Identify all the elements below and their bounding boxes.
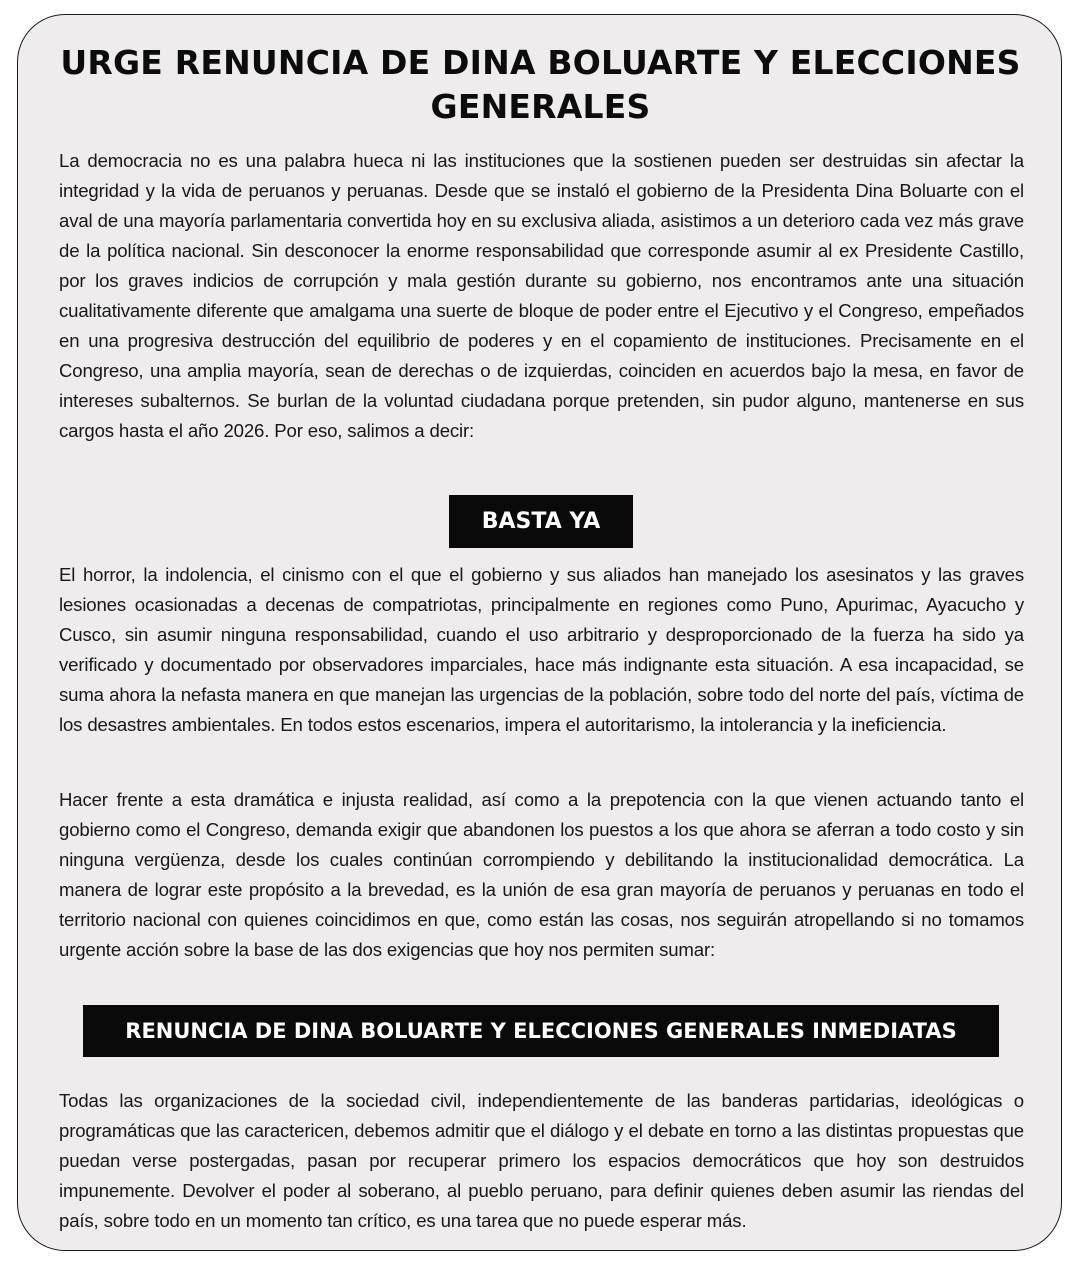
basta-ya-banner: BASTA YA bbox=[449, 495, 633, 548]
paragraph-horror: El horror, la indolencia, el cinismo con el que el gobierno y sus aliados han manejado los asesinatos y las graves lesiones ocasionadas a decenas de compatriotas, principalmente en regiones como Puno, Apurimac, Ayacucho y Cusco, sin asumir ninguna responsabilidad, cuando el uso arbitrario y desproporcionado de la fuerza ha sido ya verificado y documentado por observadores imparciales, hace más indignante esta situación. A esa incapacidad, se suma ahora la nefasta manera en que manejan las urgencias de la población, sobre todo del norte del país, víctima de los desastres ambientales. En todos estos escenarios, impera el autoritarismo, la intolerancia y la ineficiencia. bbox=[59, 564, 1024, 735]
paragraph-closing: Todas las organizaciones de la sociedad civil, independientemente de las banderas partidarias, ideológicas o programáticas que las caractericen, debemos admitir que el diálogo y el debate en torno a las distintas propuestas que puedan verse postergadas, pasan por recuperar primero los espacios democráticos que hoy son destruidos impunemente. Devolver el poder al soberano, al pueblo peruano, para definir quienes deben asumir las riendas del país, sobre todo en un momento tan crítico, es una tarea que no puede esperar más. bbox=[59, 1090, 1024, 1231]
statement-card bbox=[17, 14, 1062, 1251]
demand-banner: RENUNCIA DE DINA BOLUARTE Y ELECCIONES GENERALES INMEDIATAS bbox=[83, 1005, 999, 1057]
page-title: URGE RENUNCIA DE DINA BOLUARTE Y ELECCIONES GENERALES bbox=[60, 43, 1021, 126]
paragraph-intro: La democracia no es una palabra hueca ni las instituciones que la sostienen pueden ser destruidas sin afectar la integridad y la vida de peruanos y peruanas. Desde que se instaló el gobierno de la Presidenta Dina Boluarte con el aval de una mayoría parlamentaria convertida hoy en su exclusiva aliada, asistimos a un deterioro cada vez más grave de la política nacional. Sin desconocer la enorme responsabilidad que corresponde asumir al ex Presidente Castillo, por los graves indicios de corrupción y mala gestión durante su gobierno, nos encontramos ante una situación cualitativamente diferente que amalgama una suerte de bloque de poder entre el Ejecutivo y el Congreso, empeñados en una progresiva destrucción del equilibrio de poderes y en el copamiento de instituciones. Precisamente en el Congreso, una amplia mayoría, sean de derechas o de izquierdas, coinciden en acuerdos bajo la mesa, en favor de intereses subalternos. Se burlan de la voluntad ciudadana porque pretenden, sin pudor alguno, mantenerse en sus cargos hasta el año 2026. Por eso, salimos a decir: bbox=[59, 150, 1024, 441]
paragraph-demand: Hacer frente a esta dramática e injusta realidad, así como a la prepotencia con la que vienen actuando tanto el gobierno como el Congreso, demanda exigir que abandonen los puestos a los que ahora se aferran a todo costo y sin ninguna vergüenza, desde los cuales continúan corrompiendo y debilitando la institucionalidad democrática. La manera de lograr este propósito a la brevedad, es la unión de esa gran mayoría de peruanos y peruanas en todo el territorio nacional con quienes coincidimos en que, como están las cosas, nos seguirán atropellando si no tomamos urgente acción sobre la base de las dos exigencias que hoy nos permiten sumar: bbox=[59, 789, 1024, 960]
